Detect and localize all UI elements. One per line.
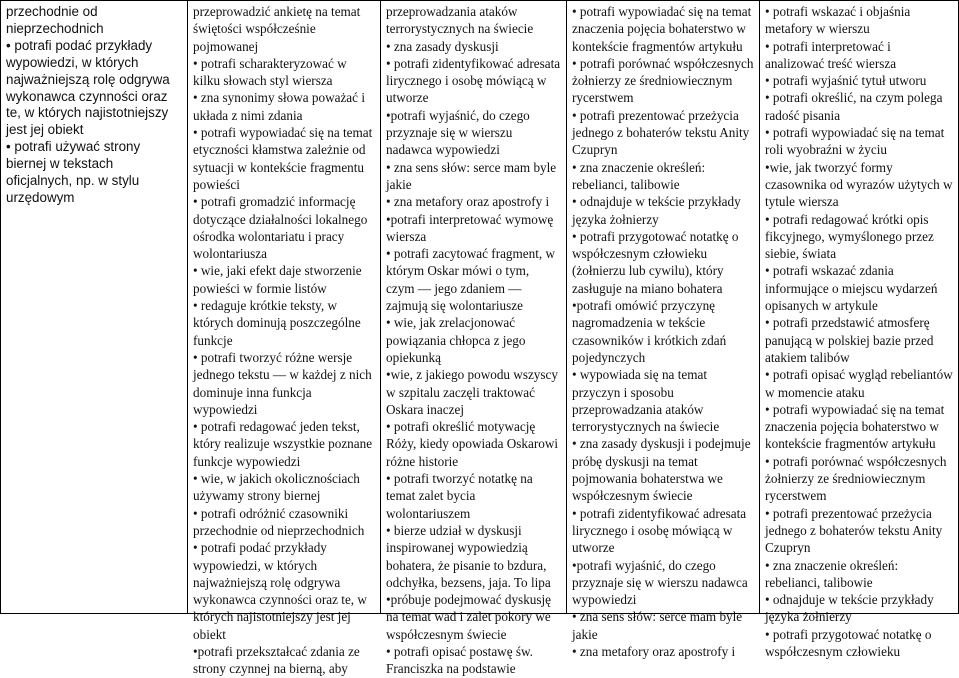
- list-item: • potrafi odróżnić czasowniki przechodnie od nieprzechodnich: [193, 505, 365, 538]
- list-item: •wie, jak tworzyć formy czasownika od wyrazów użytych w tytule wiersza: [765, 159, 953, 210]
- list-item: • potrafi podać przykłady wypowiedzi, w których najważniejszą rolę odgrywa wykonawca czynności oraz te, w których najistotniejszy jest jej obiekt: [193, 540, 367, 642]
- list-item: • wie, jak zrelacjonować powiązania chłopca z jego opiekunką: [386, 315, 526, 365]
- list-item: • redaguje krótkie teksty, w których dominują poszczególne funkcje: [193, 298, 361, 348]
- list-item: •potrafi interpretować wymowę wiersza: [386, 211, 554, 244]
- list-item: • potrafi prezentować przeżycia jednego z bohaterów tekstu Anity Czupryn: [765, 505, 943, 556]
- list-item: • potrafi zidentyfikować adresata lirycznego i osobę mówiącą w utworze: [572, 505, 747, 556]
- list-item: • potrafi tworzyć różne wersje jednego tekstu — w każdej z nich dominuje inna funkcja wypowiedzi: [193, 349, 372, 417]
- list-item: • potrafi określić, na czym polega radość pisania: [765, 90, 943, 123]
- list-item: przechodnie od nieprzechodnich: [6, 4, 104, 36]
- list-item: • potrafi przygotować notatkę o współczesnym człowieku (żołnierzu lub cywilu), który zasługuje na miano bohatera: [572, 228, 739, 296]
- list-item: • potrafi wskazać zdania informujące o miejscu wydarzeń opisanych w artykule: [765, 263, 938, 314]
- list-item: • wie, w jakich okolicznościach używamy strony biernej: [193, 471, 360, 504]
- list-item: •próbuje podejmować dyskusję na temat wad i zalet pokory we współczesnym świecie: [386, 592, 552, 642]
- list-item: • potrafi wypowiadać się na temat roli wyobraźni w życiu: [765, 125, 945, 158]
- list-item: przeprowadzania ataków terrorystycznych na świecie: [386, 4, 534, 37]
- list-item: • potrafi przedstawić atmosferę panującą w polskiej bazie przed atakiem talibów: [765, 315, 934, 365]
- column-4-cell: [567, 1, 760, 659]
- list-item: • zna znaczenie określeń: rebelianci, talibowie: [572, 159, 706, 192]
- list-item: • potrafi gromadzić informację dotyczące działalności lokalnego ośrodka wolontariatu i pracy wolontariusza: [193, 194, 368, 262]
- column-2-content: [193, 3, 375, 677]
- list-item: • potrafi opisać wygląd rebeliantów w momencie ataku: [765, 367, 953, 400]
- column-3-content: [386, 3, 561, 677]
- list-item: • potrafi redagować jeden tekst, który realizuje wszystkie poznane funkcje wypowiedzi: [193, 419, 373, 469]
- list-item: • potrafi opisać postawę św. Franciszka na podstawie: [386, 643, 533, 677]
- list-item: • potrafi określić motywację Róży, kiedy opowiada Oskarowi różne historie: [386, 419, 559, 469]
- list-item: • potrafi wyjaśnić tytuł utworu: [765, 73, 927, 89]
- list-item: • zna synonimy słowa poważać i układa z nimi zdania: [193, 90, 365, 123]
- list-item: • zna sens słów: serce mam byle jakie: [572, 609, 743, 642]
- list-item: • zna sens słów: serce mam byle jakie: [386, 159, 557, 192]
- column-5-cell: [760, 1, 959, 659]
- list-item: • potrafi zacytować fragment, w którym Oskar mówi o tym, czym — jego zdaniem — zajmują się wolontariusze: [386, 246, 556, 314]
- list-item: • potrafi tworzyć notatkę na temat zalet bycia wolontariuszem: [386, 471, 533, 521]
- list-item: • potrafi wskazać i objaśnia metafory w wierszu: [765, 4, 911, 37]
- column-2-cell: [188, 1, 381, 677]
- list-item: • potrafi zidentyfikować adresata lirycznego i osobę mówiącą w utworze: [386, 55, 561, 106]
- list-item: • potrafi przygotować notatkę o współczesnym człowieku: [765, 626, 932, 659]
- list-item: • odnajduje w tekście przykłady języka żołnierzy: [765, 592, 934, 625]
- column-4-content: [572, 3, 754, 659]
- list-item: • zna zasady dyskusji: [386, 38, 499, 54]
- list-item: przeprowadzić ankietę na temat świętości współcześnie pojmowanej: [193, 4, 361, 54]
- table-row: [1, 1, 959, 614]
- list-item: •potrafi wyjaśnić, do czego przyznaje się w wierszu nadawca wypowiedzi: [386, 107, 530, 158]
- list-item: • potrafi porównać współczesnych żołnierzy ze średniowiecznym rycerstwem: [572, 55, 754, 106]
- list-item: • potrafi podać przykłady wypowiedzi, w których najważniejszą rolę odgrywa wykonawca czynności oraz te, w których najistotniejszy jest jej obiekt: [6, 37, 170, 138]
- list-item: • potrafi redagować krótki opis fikcyjnego, wymyślonego przez siebie, świata: [765, 211, 934, 262]
- list-item: •potrafi przekształcać zdania ze strony czynnej na bierną, aby: [193, 643, 360, 677]
- list-item: • zna metafory oraz apostrofy i: [386, 194, 550, 210]
- list-item: • potrafi używać strony biernej w tekstach oficjalnych, np. w stylu urzędowym: [6, 139, 141, 205]
- list-item: • potrafi wypowiadać się na temat etyczności kłamstwa zależnie od sytuacji w kontekście fragmentu powieści: [193, 125, 373, 192]
- list-item: • zna zasady dyskusji i podejmuje próbę dyskusji na temat pojmowania bohaterstwa we współczesnym świecie: [572, 436, 751, 504]
- list-item: • potrafi wypowiadać się na temat znaczenia pojęcia bohaterstwo w kontekście fragmentów artykułu: [765, 401, 945, 452]
- list-item: • potrafi interpretować i analizować treść wiersza: [765, 38, 897, 71]
- list-item: •potrafi wyjaśnić, do czego przyznaje się w wierszu nadawca wypowiedzi: [572, 557, 748, 608]
- list-item: • wypowiada się na temat przyczyn i sposobu przeprowadzania ataków terrorystycznych na świecie: [572, 367, 720, 435]
- column-1-cell: [1, 1, 188, 614]
- list-item: • bierze udział w dyskusji inspirowanej wypowiedzią bohatera, że pisanie to bzdura, odchyłka, bezsens, jaja. To lipa: [386, 522, 551, 590]
- list-item: • potrafi prezentować przeżycia jednego z bohaterów tekstu Anity Czupryn: [572, 107, 750, 158]
- list-item: • odnajduje w tekście przykłady języka żołnierzy: [572, 194, 741, 227]
- list-item: • zna znaczenie określeń: rebelianci, talibowie: [765, 557, 899, 590]
- column-1-content: [6, 4, 182, 613]
- column-3-cell: [381, 1, 567, 677]
- list-item: • wie, jaki efekt daje stworzenie powieści w formie listów: [193, 263, 362, 296]
- list-item: •wie, z jakiego powodu wszyscy w szpitalu zaczęli traktować Oskara inaczej: [386, 367, 558, 417]
- list-item: • potrafi porównać współczesnych żołnierzy ze średniowiecznym rycerstwem: [765, 453, 947, 504]
- list-item: • zna metafory oraz apostrofy i: [572, 643, 736, 659]
- list-item: • potrafi scharakteryzować w kilku słowach styl wiersza: [193, 55, 347, 89]
- column-5-content: [765, 3, 953, 659]
- list-item: • potrafi wypowiadać się na temat znaczenia pojęcia bohaterstwo w kontekście fragmentów artykułu: [572, 4, 752, 54]
- list-item: •potrafi omówić przyczynę nagromadzenia w tekście czasowników i krótkich zdań pojedynczych: [572, 298, 727, 365]
